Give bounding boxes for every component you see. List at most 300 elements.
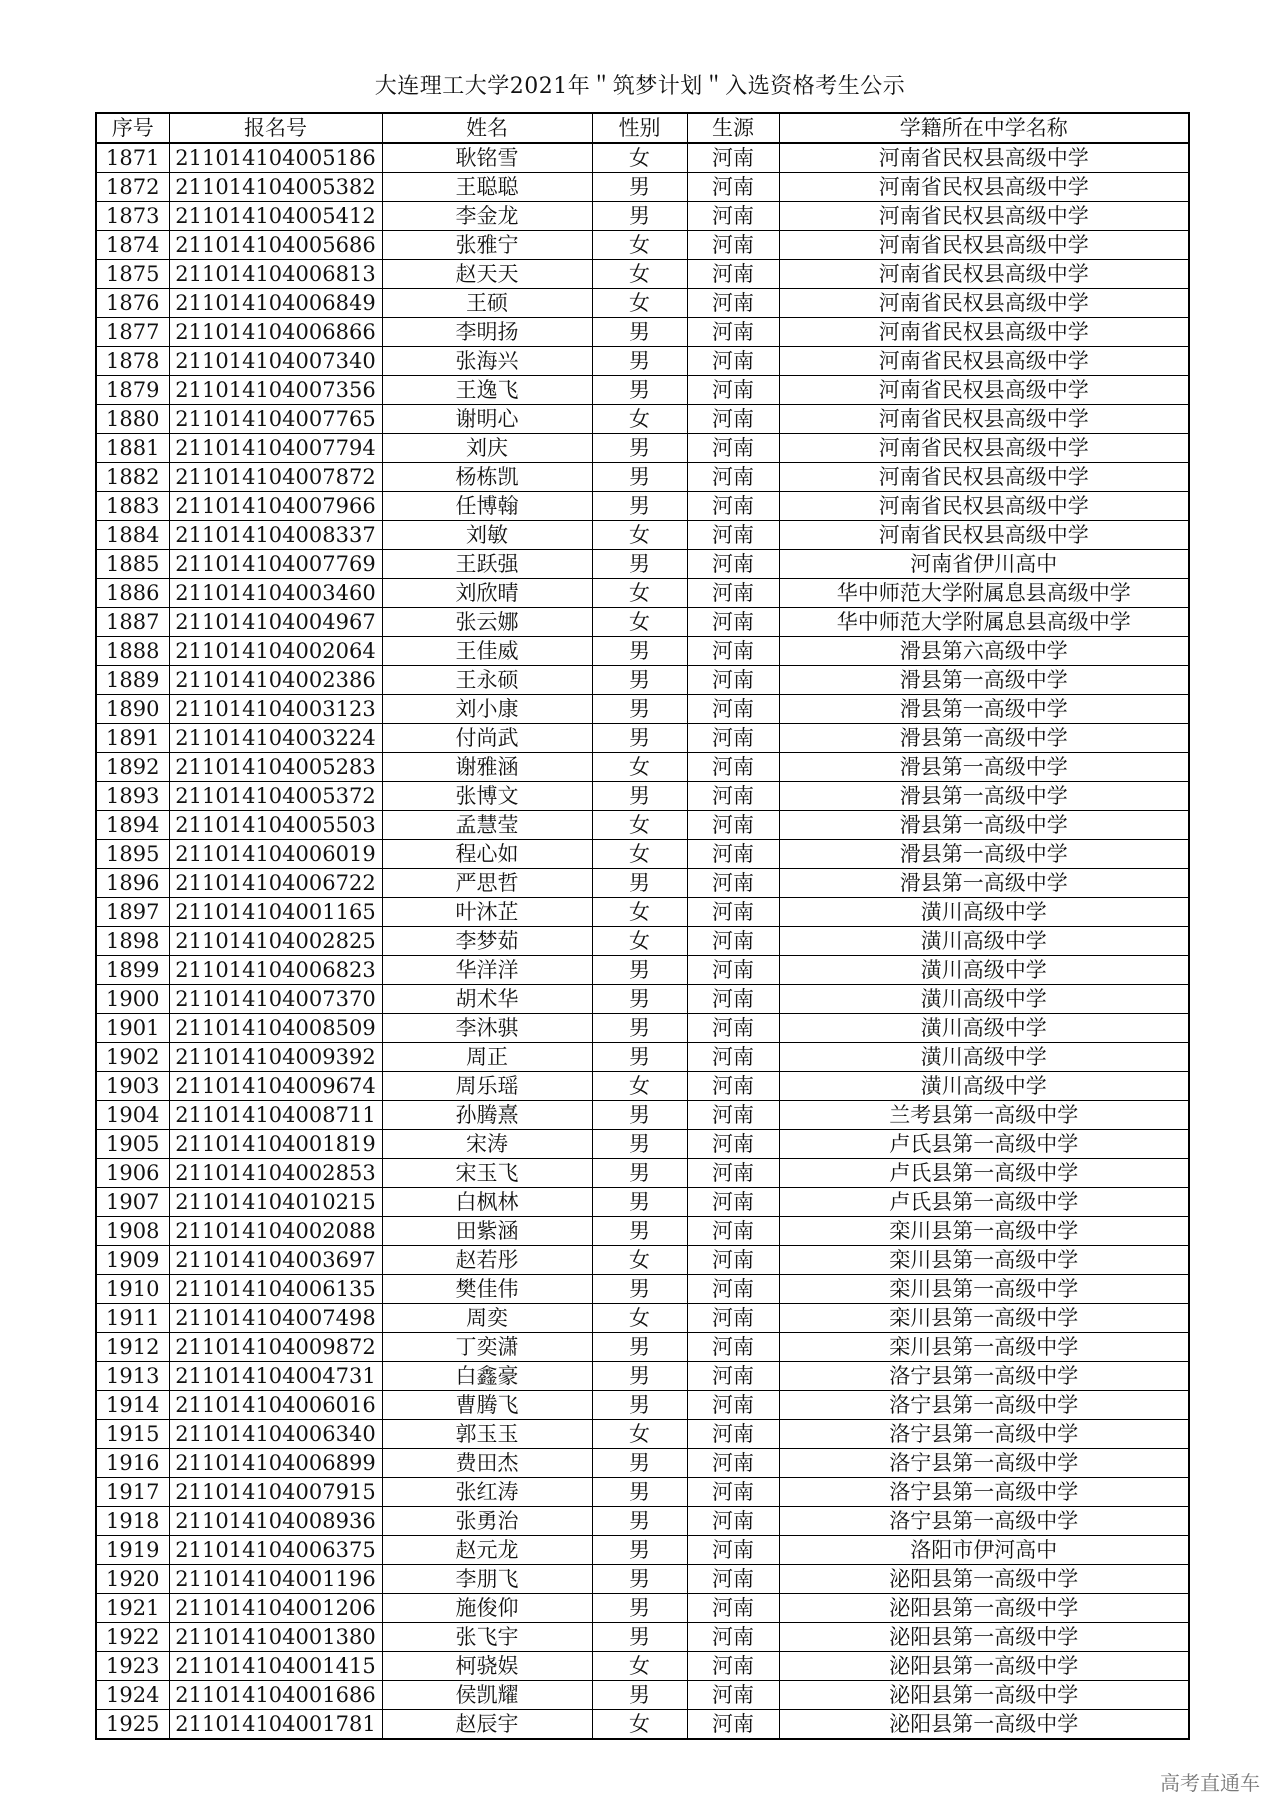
cell-index: 1872: [96, 173, 169, 202]
cell-school: 潢川高级中学: [779, 1043, 1189, 1072]
cell-origin: 河南: [687, 840, 779, 869]
cell-name: 叶沐芷: [382, 898, 592, 927]
cell-origin: 河南: [687, 1362, 779, 1391]
cell-registration-number: 211014104006823: [169, 956, 382, 985]
cell-school: 潢川高级中学: [779, 1072, 1189, 1101]
cell-origin: 河南: [687, 724, 779, 753]
cell-school: 滑县第一高级中学: [779, 666, 1189, 695]
cell-gender: 男: [592, 724, 687, 753]
cell-name: 丁奕潇: [382, 1333, 592, 1362]
cell-index: 1919: [96, 1536, 169, 1565]
cell-index: 1911: [96, 1304, 169, 1333]
cell-gender: 女: [592, 521, 687, 550]
cell-index: 1882: [96, 463, 169, 492]
cell-registration-number: 211014104003123: [169, 695, 382, 724]
cell-index: 1892: [96, 753, 169, 782]
cell-school: 滑县第一高级中学: [779, 753, 1189, 782]
cell-gender: 男: [592, 1188, 687, 1217]
column-header-index: 序号: [96, 113, 169, 143]
cell-school: 滑县第一高级中学: [779, 840, 1189, 869]
cell-registration-number: 211014104003224: [169, 724, 382, 753]
cell-registration-number: 211014104007340: [169, 347, 382, 376]
table-row: [96, 521, 1189, 550]
cell-name: 赵若彤: [382, 1246, 592, 1275]
cell-index: 1910: [96, 1275, 169, 1304]
cell-school: 河南省民权县高级中学: [779, 492, 1189, 521]
cell-school: 滑县第一高级中学: [779, 869, 1189, 898]
page-title: 大连理工大学2021年＂筑梦计划＂入选资格考生公示: [374, 74, 906, 99]
column-header-origin: 生源: [687, 113, 779, 143]
cell-registration-number: 211014104001196: [169, 1565, 382, 1594]
cell-gender: 女: [592, 898, 687, 927]
cell-gender: 男: [592, 1014, 687, 1043]
cell-school: 河南省民权县高级中学: [779, 434, 1189, 463]
cell-index: 1893: [96, 782, 169, 811]
cell-gender: 男: [592, 1478, 687, 1507]
cell-school: 潢川高级中学: [779, 1014, 1189, 1043]
cell-registration-number: 211014104006375: [169, 1536, 382, 1565]
candidate-table: [95, 112, 1190, 1740]
cell-origin: 河南: [687, 143, 779, 173]
table-row: [96, 1014, 1189, 1043]
cell-gender: 女: [592, 231, 687, 260]
cell-index: 1877: [96, 318, 169, 347]
cell-index: 1914: [96, 1391, 169, 1420]
cell-origin: 河南: [687, 260, 779, 289]
cell-school: 潢川高级中学: [779, 898, 1189, 927]
cell-gender: 女: [592, 405, 687, 434]
cell-school: 河南省民权县高级中学: [779, 289, 1189, 318]
column-header-name: 姓名: [382, 113, 592, 143]
cell-gender: 女: [592, 840, 687, 869]
cell-gender: 女: [592, 143, 687, 173]
cell-registration-number: 211014104001165: [169, 898, 382, 927]
cell-name: 白枫林: [382, 1188, 592, 1217]
cell-name: 周奕: [382, 1304, 592, 1333]
cell-origin: 河南: [687, 1710, 779, 1740]
cell-origin: 河南: [687, 608, 779, 637]
cell-origin: 河南: [687, 1623, 779, 1652]
cell-gender: 男: [592, 347, 687, 376]
cell-gender: 男: [592, 637, 687, 666]
cell-name: 王聪聪: [382, 173, 592, 202]
table-row: [96, 1101, 1189, 1130]
table-row: [96, 956, 1189, 985]
cell-gender: 男: [592, 1507, 687, 1536]
cell-school: 滑县第一高级中学: [779, 782, 1189, 811]
column-header-school: 学籍所在中学名称: [779, 113, 1189, 143]
cell-name: 谢明心: [382, 405, 592, 434]
cell-gender: 男: [592, 1217, 687, 1246]
cell-gender: 女: [592, 1304, 687, 1333]
table-row: [96, 405, 1189, 434]
cell-index: 1922: [96, 1623, 169, 1652]
cell-origin: 河南: [687, 637, 779, 666]
cell-index: 1878: [96, 347, 169, 376]
cell-origin: 河南: [687, 1072, 779, 1101]
table-row: [96, 492, 1189, 521]
cell-origin: 河南: [687, 1217, 779, 1246]
cell-name: 孙腾熹: [382, 1101, 592, 1130]
cell-name: 曹腾飞: [382, 1391, 592, 1420]
cell-name: 张雅宁: [382, 231, 592, 260]
cell-registration-number: 211014104007872: [169, 463, 382, 492]
cell-registration-number: 211014104001380: [169, 1623, 382, 1652]
cell-registration-number: 211014104007370: [169, 985, 382, 1014]
cell-registration-number: 211014104005283: [169, 753, 382, 782]
cell-name: 刘敏: [382, 521, 592, 550]
table-row: [96, 1652, 1189, 1681]
cell-name: 王跃强: [382, 550, 592, 579]
cell-registration-number: 211014104006813: [169, 260, 382, 289]
table-row: [96, 1623, 1189, 1652]
cell-origin: 河南: [687, 318, 779, 347]
cell-name: 张云娜: [382, 608, 592, 637]
cell-index: 1902: [96, 1043, 169, 1072]
cell-gender: 男: [592, 1449, 687, 1478]
table-row: [96, 782, 1189, 811]
cell-gender: 女: [592, 608, 687, 637]
table-row: [96, 840, 1189, 869]
cell-registration-number: 211014104007356: [169, 376, 382, 405]
table-row: [96, 1304, 1189, 1333]
cell-origin: 河南: [687, 782, 779, 811]
cell-origin: 河南: [687, 1014, 779, 1043]
table-row: [96, 231, 1189, 260]
table-row: [96, 463, 1189, 492]
cell-school: 河南省民权县高级中学: [779, 405, 1189, 434]
cell-school: 潢川高级中学: [779, 927, 1189, 956]
cell-index: 1885: [96, 550, 169, 579]
table-body: [96, 143, 1189, 1739]
cell-origin: 河南: [687, 695, 779, 724]
cell-school: 滑县第一高级中学: [779, 695, 1189, 724]
table-row: [96, 1507, 1189, 1536]
cell-school: 河南省民权县高级中学: [779, 521, 1189, 550]
cell-name: 田紫涵: [382, 1217, 592, 1246]
cell-gender: 女: [592, 927, 687, 956]
cell-origin: 河南: [687, 434, 779, 463]
cell-registration-number: 211014104002386: [169, 666, 382, 695]
column-header-gender: 性别: [592, 113, 687, 143]
table-row: [96, 1043, 1189, 1072]
cell-gender: 男: [592, 173, 687, 202]
cell-school: 栾川县第一高级中学: [779, 1275, 1189, 1304]
cell-index: 1920: [96, 1565, 169, 1594]
cell-origin: 河南: [687, 347, 779, 376]
cell-gender: 男: [592, 1681, 687, 1710]
cell-school: 华中师范大学附属息县高级中学: [779, 579, 1189, 608]
cell-origin: 河南: [687, 579, 779, 608]
cell-gender: 男: [592, 1333, 687, 1362]
table-row: [96, 260, 1189, 289]
cell-name: 王佳威: [382, 637, 592, 666]
table-row: [96, 1594, 1189, 1623]
table-row: [96, 608, 1189, 637]
table-row: [96, 347, 1189, 376]
cell-origin: 河南: [687, 550, 779, 579]
cell-name: 严思哲: [382, 869, 592, 898]
cell-school: 泌阳县第一高级中学: [779, 1594, 1189, 1623]
cell-name: 刘小康: [382, 695, 592, 724]
cell-registration-number: 211014104003697: [169, 1246, 382, 1275]
cell-gender: 男: [592, 1565, 687, 1594]
cell-name: 王永硕: [382, 666, 592, 695]
cell-registration-number: 211014104007915: [169, 1478, 382, 1507]
cell-name: 程心如: [382, 840, 592, 869]
table-row: [96, 1565, 1189, 1594]
cell-registration-number: 211014104006849: [169, 289, 382, 318]
cell-name: 李明扬: [382, 318, 592, 347]
cell-gender: 女: [592, 753, 687, 782]
cell-registration-number: 211014104006016: [169, 1391, 382, 1420]
cell-origin: 河南: [687, 1536, 779, 1565]
cell-index: 1874: [96, 231, 169, 260]
table-row: [96, 1333, 1189, 1362]
cell-index: 1913: [96, 1362, 169, 1391]
cell-gender: 男: [592, 1594, 687, 1623]
table-row: [96, 1681, 1189, 1710]
cell-gender: 女: [592, 260, 687, 289]
cell-registration-number: 211014104006899: [169, 1449, 382, 1478]
cell-gender: 男: [592, 1536, 687, 1565]
cell-origin: 河南: [687, 666, 779, 695]
cell-school: 河南省民权县高级中学: [779, 463, 1189, 492]
cell-origin: 河南: [687, 985, 779, 1014]
cell-school: 洛阳市伊河高中: [779, 1536, 1189, 1565]
cell-origin: 河南: [687, 1333, 779, 1362]
cell-school: 栾川县第一高级中学: [779, 1246, 1189, 1275]
cell-school: 洛宁县第一高级中学: [779, 1449, 1189, 1478]
cell-school: 卢氏县第一高级中学: [779, 1130, 1189, 1159]
table-row: [96, 1188, 1189, 1217]
table-row: [96, 724, 1189, 753]
cell-origin: 河南: [687, 898, 779, 927]
cell-name: 胡术华: [382, 985, 592, 1014]
cell-gender: 女: [592, 1420, 687, 1449]
cell-name: 任博翰: [382, 492, 592, 521]
cell-name: 李梦茹: [382, 927, 592, 956]
table-row: [96, 1536, 1189, 1565]
cell-registration-number: 211014104007765: [169, 405, 382, 434]
cell-index: 1918: [96, 1507, 169, 1536]
cell-registration-number: 211014104005686: [169, 231, 382, 260]
cell-registration-number: 211014104006866: [169, 318, 382, 347]
cell-index: 1915: [96, 1420, 169, 1449]
cell-gender: 男: [592, 492, 687, 521]
cell-registration-number: 211014104001686: [169, 1681, 382, 1710]
cell-name: 侯凯耀: [382, 1681, 592, 1710]
cell-origin: 河南: [687, 405, 779, 434]
cell-registration-number: 211014104009872: [169, 1333, 382, 1362]
cell-registration-number: 211014104006722: [169, 869, 382, 898]
cell-registration-number: 211014104009674: [169, 1072, 382, 1101]
cell-index: 1924: [96, 1681, 169, 1710]
cell-name: 宋玉飞: [382, 1159, 592, 1188]
cell-gender: 男: [592, 869, 687, 898]
cell-origin: 河南: [687, 202, 779, 231]
cell-index: 1900: [96, 985, 169, 1014]
cell-index: 1904: [96, 1101, 169, 1130]
table-row: [96, 927, 1189, 956]
cell-gender: 男: [592, 1159, 687, 1188]
cell-gender: 女: [592, 579, 687, 608]
cell-origin: 河南: [687, 1478, 779, 1507]
cell-name: 张红涛: [382, 1478, 592, 1507]
cell-school: 河南省民权县高级中学: [779, 347, 1189, 376]
cell-gender: 男: [592, 318, 687, 347]
cell-index: 1894: [96, 811, 169, 840]
cell-registration-number: 211014104005382: [169, 173, 382, 202]
cell-name: 张勇治: [382, 1507, 592, 1536]
cell-index: 1923: [96, 1652, 169, 1681]
cell-registration-number: 211014104006019: [169, 840, 382, 869]
cell-name: 耿铭雪: [382, 143, 592, 173]
cell-gender: 男: [592, 202, 687, 231]
cell-origin: 河南: [687, 289, 779, 318]
cell-registration-number: 211014104007794: [169, 434, 382, 463]
cell-name: 刘欣晴: [382, 579, 592, 608]
cell-gender: 男: [592, 695, 687, 724]
cell-registration-number: 211014104002825: [169, 927, 382, 956]
cell-school: 潢川高级中学: [779, 985, 1189, 1014]
cell-name: 杨栋凯: [382, 463, 592, 492]
cell-registration-number: 211014104010215: [169, 1188, 382, 1217]
cell-registration-number: 211014104004967: [169, 608, 382, 637]
cell-name: 李金龙: [382, 202, 592, 231]
cell-gender: 男: [592, 666, 687, 695]
cell-name: 刘庆: [382, 434, 592, 463]
cell-registration-number: 211014104005186: [169, 143, 382, 173]
watermark-text: 高考直通车: [1160, 1771, 1260, 1795]
cell-registration-number: 211014104008711: [169, 1101, 382, 1130]
cell-index: 1896: [96, 869, 169, 898]
cell-registration-number: 211014104007498: [169, 1304, 382, 1333]
cell-name: 张海兴: [382, 347, 592, 376]
cell-index: 1898: [96, 927, 169, 956]
cell-registration-number: 211014104002853: [169, 1159, 382, 1188]
table-row: [96, 173, 1189, 202]
cell-origin: 河南: [687, 1594, 779, 1623]
cell-origin: 河南: [687, 1275, 779, 1304]
cell-school: 河南省民权县高级中学: [779, 318, 1189, 347]
header-row: [96, 113, 1189, 143]
cell-origin: 河南: [687, 231, 779, 260]
table-row: [96, 1159, 1189, 1188]
cell-registration-number: 211014104002064: [169, 637, 382, 666]
cell-name: 费田杰: [382, 1449, 592, 1478]
cell-registration-number: 211014104001819: [169, 1130, 382, 1159]
cell-gender: 男: [592, 1101, 687, 1130]
cell-origin: 河南: [687, 1681, 779, 1710]
table-row: [96, 289, 1189, 318]
cell-name: 赵辰宇: [382, 1710, 592, 1740]
table-row: [96, 1217, 1189, 1246]
cell-school: 兰考县第一高级中学: [779, 1101, 1189, 1130]
table-row: [96, 202, 1189, 231]
cell-origin: 河南: [687, 869, 779, 898]
cell-gender: 男: [592, 1130, 687, 1159]
table-row: [96, 434, 1189, 463]
cell-gender: 男: [592, 956, 687, 985]
table-row: [96, 666, 1189, 695]
cell-index: 1912: [96, 1333, 169, 1362]
cell-name: 张博文: [382, 782, 592, 811]
cell-registration-number: 211014104005372: [169, 782, 382, 811]
cell-gender: 男: [592, 1391, 687, 1420]
cell-gender: 男: [592, 1362, 687, 1391]
table-row: [96, 753, 1189, 782]
cell-registration-number: 211014104007769: [169, 550, 382, 579]
cell-index: 1875: [96, 260, 169, 289]
table-row: [96, 869, 1189, 898]
table-header: [96, 113, 1189, 143]
cell-name: 周正: [382, 1043, 592, 1072]
cell-name: 施俊仰: [382, 1594, 592, 1623]
cell-name: 宋涛: [382, 1130, 592, 1159]
cell-school: 卢氏县第一高级中学: [779, 1159, 1189, 1188]
cell-name: 王硕: [382, 289, 592, 318]
cell-origin: 河南: [687, 376, 779, 405]
cell-gender: 男: [592, 376, 687, 405]
cell-index: 1879: [96, 376, 169, 405]
cell-gender: 女: [592, 1652, 687, 1681]
table-row: [96, 143, 1189, 173]
cell-gender: 女: [592, 1246, 687, 1275]
cell-school: 泌阳县第一高级中学: [779, 1710, 1189, 1740]
cell-name: 赵元龙: [382, 1536, 592, 1565]
cell-name: 李朋飞: [382, 1565, 592, 1594]
cell-origin: 河南: [687, 1130, 779, 1159]
cell-name: 樊佳伟: [382, 1275, 592, 1304]
cell-index: 1925: [96, 1710, 169, 1740]
cell-name: 王逸飞: [382, 376, 592, 405]
cell-origin: 河南: [687, 1101, 779, 1130]
table-row: [96, 1420, 1189, 1449]
cell-school: 泌阳县第一高级中学: [779, 1681, 1189, 1710]
cell-index: 1899: [96, 956, 169, 985]
cell-index: 1903: [96, 1072, 169, 1101]
cell-index: 1908: [96, 1217, 169, 1246]
cell-name: 谢雅涵: [382, 753, 592, 782]
cell-registration-number: 211014104005503: [169, 811, 382, 840]
cell-gender: 男: [592, 1043, 687, 1072]
table-row: [96, 1478, 1189, 1507]
cell-name: 孟慧莹: [382, 811, 592, 840]
cell-origin: 河南: [687, 1507, 779, 1536]
cell-school: 河南省民权县高级中学: [779, 260, 1189, 289]
cell-origin: 河南: [687, 1159, 779, 1188]
cell-index: 1880: [96, 405, 169, 434]
cell-school: 潢川高级中学: [779, 956, 1189, 985]
table-row: [96, 550, 1189, 579]
table-row: [96, 1130, 1189, 1159]
cell-gender: 女: [592, 289, 687, 318]
cell-index: 1906: [96, 1159, 169, 1188]
cell-school: 河南省民权县高级中学: [779, 376, 1189, 405]
cell-origin: 河南: [687, 956, 779, 985]
cell-school: 华中师范大学附属息县高级中学: [779, 608, 1189, 637]
cell-registration-number: 211014104008936: [169, 1507, 382, 1536]
cell-school: 河南省民权县高级中学: [779, 143, 1189, 173]
cell-name: 白鑫豪: [382, 1362, 592, 1391]
cell-school: 河南省伊川高中: [779, 550, 1189, 579]
cell-index: 1883: [96, 492, 169, 521]
cell-school: 栾川县第一高级中学: [779, 1217, 1189, 1246]
cell-school: 泌阳县第一高级中学: [779, 1623, 1189, 1652]
cell-school: 栾川县第一高级中学: [779, 1333, 1189, 1362]
cell-origin: 河南: [687, 1449, 779, 1478]
